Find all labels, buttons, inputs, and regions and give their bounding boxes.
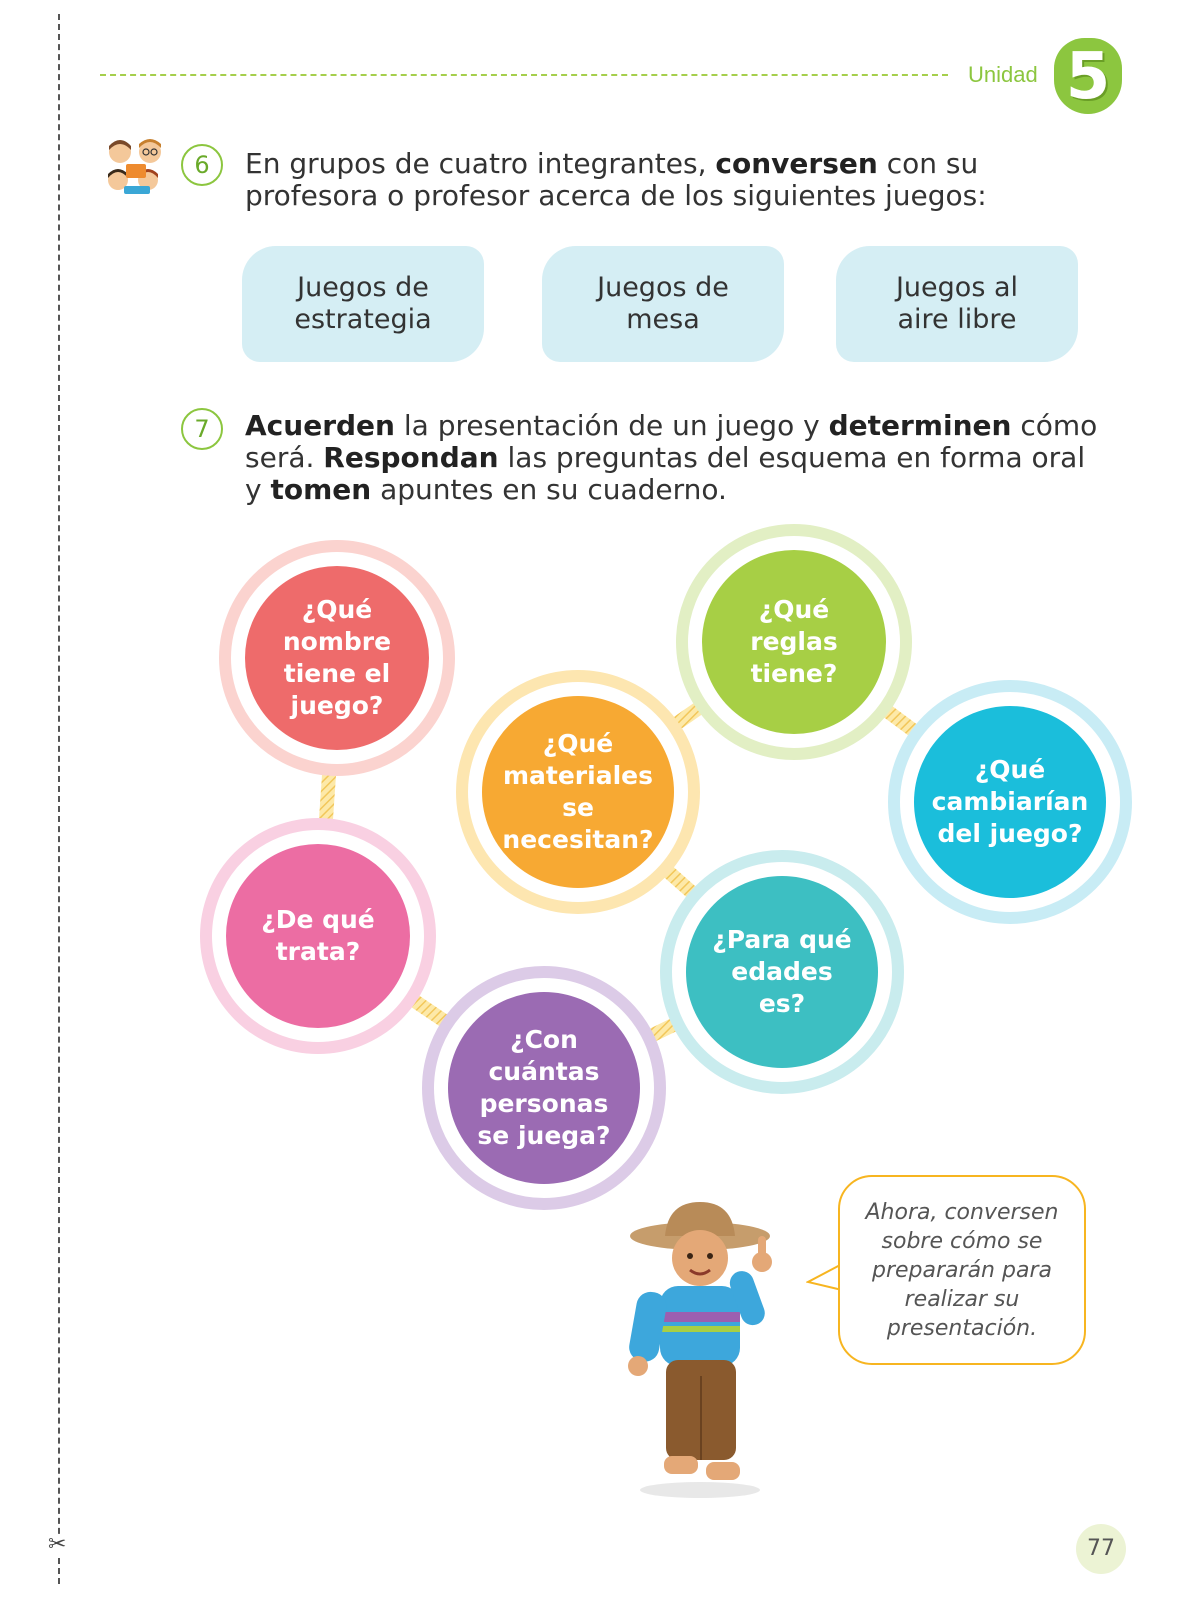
activity-7-instructions: Acuerden la presentación de un juego y determinen cómo será. Respondan las preguntas del esquema en forma oral y tomen apuntes en su cuaderno.	[245, 409, 1098, 506]
question-changes-circle-text: ¿Qué cambiarían del juego?	[931, 755, 1089, 848]
question-topic-circle-text: ¿De qué trata?	[261, 905, 375, 966]
activity-7-number: 7	[181, 408, 223, 450]
question-rules-circle-text: ¿Qué reglas tiene?	[750, 595, 838, 688]
activity-6-instructions: En grupos de cuatro integrantes, conversen con su profesora o profesor acerca de los siguientes juegos:	[245, 147, 987, 212]
question-name-circle-text: ¿Qué nombre tiene el juego?	[282, 595, 392, 720]
speech-bubble: Ahora, conversen sobre cómo se prepararán para realizar su presentación.	[838, 1175, 1086, 1365]
unit-label: Unidad	[968, 62, 1038, 87]
game-type-box-board: Juegos de mesa	[542, 246, 784, 362]
activity-6-number: 6	[181, 144, 223, 186]
question-materials-circle-text: ¿Qué materiales se necesitan?	[502, 729, 654, 854]
question-ages-circle-text: ¿Para qué edades es?	[712, 925, 852, 1018]
boy-illustration	[620, 1200, 780, 1500]
scissors-icon: ✂	[48, 1532, 67, 1557]
game-type-box-outdoor: Juegos al aire libre	[836, 246, 1078, 362]
unit-number-badge: 5	[1054, 38, 1122, 114]
page-number: 77	[1076, 1524, 1126, 1574]
question-players-circle-text: ¿Con cuántas personas se juega?	[477, 1025, 611, 1150]
game-type-box-strategy: Juegos de estrategia	[242, 246, 484, 362]
